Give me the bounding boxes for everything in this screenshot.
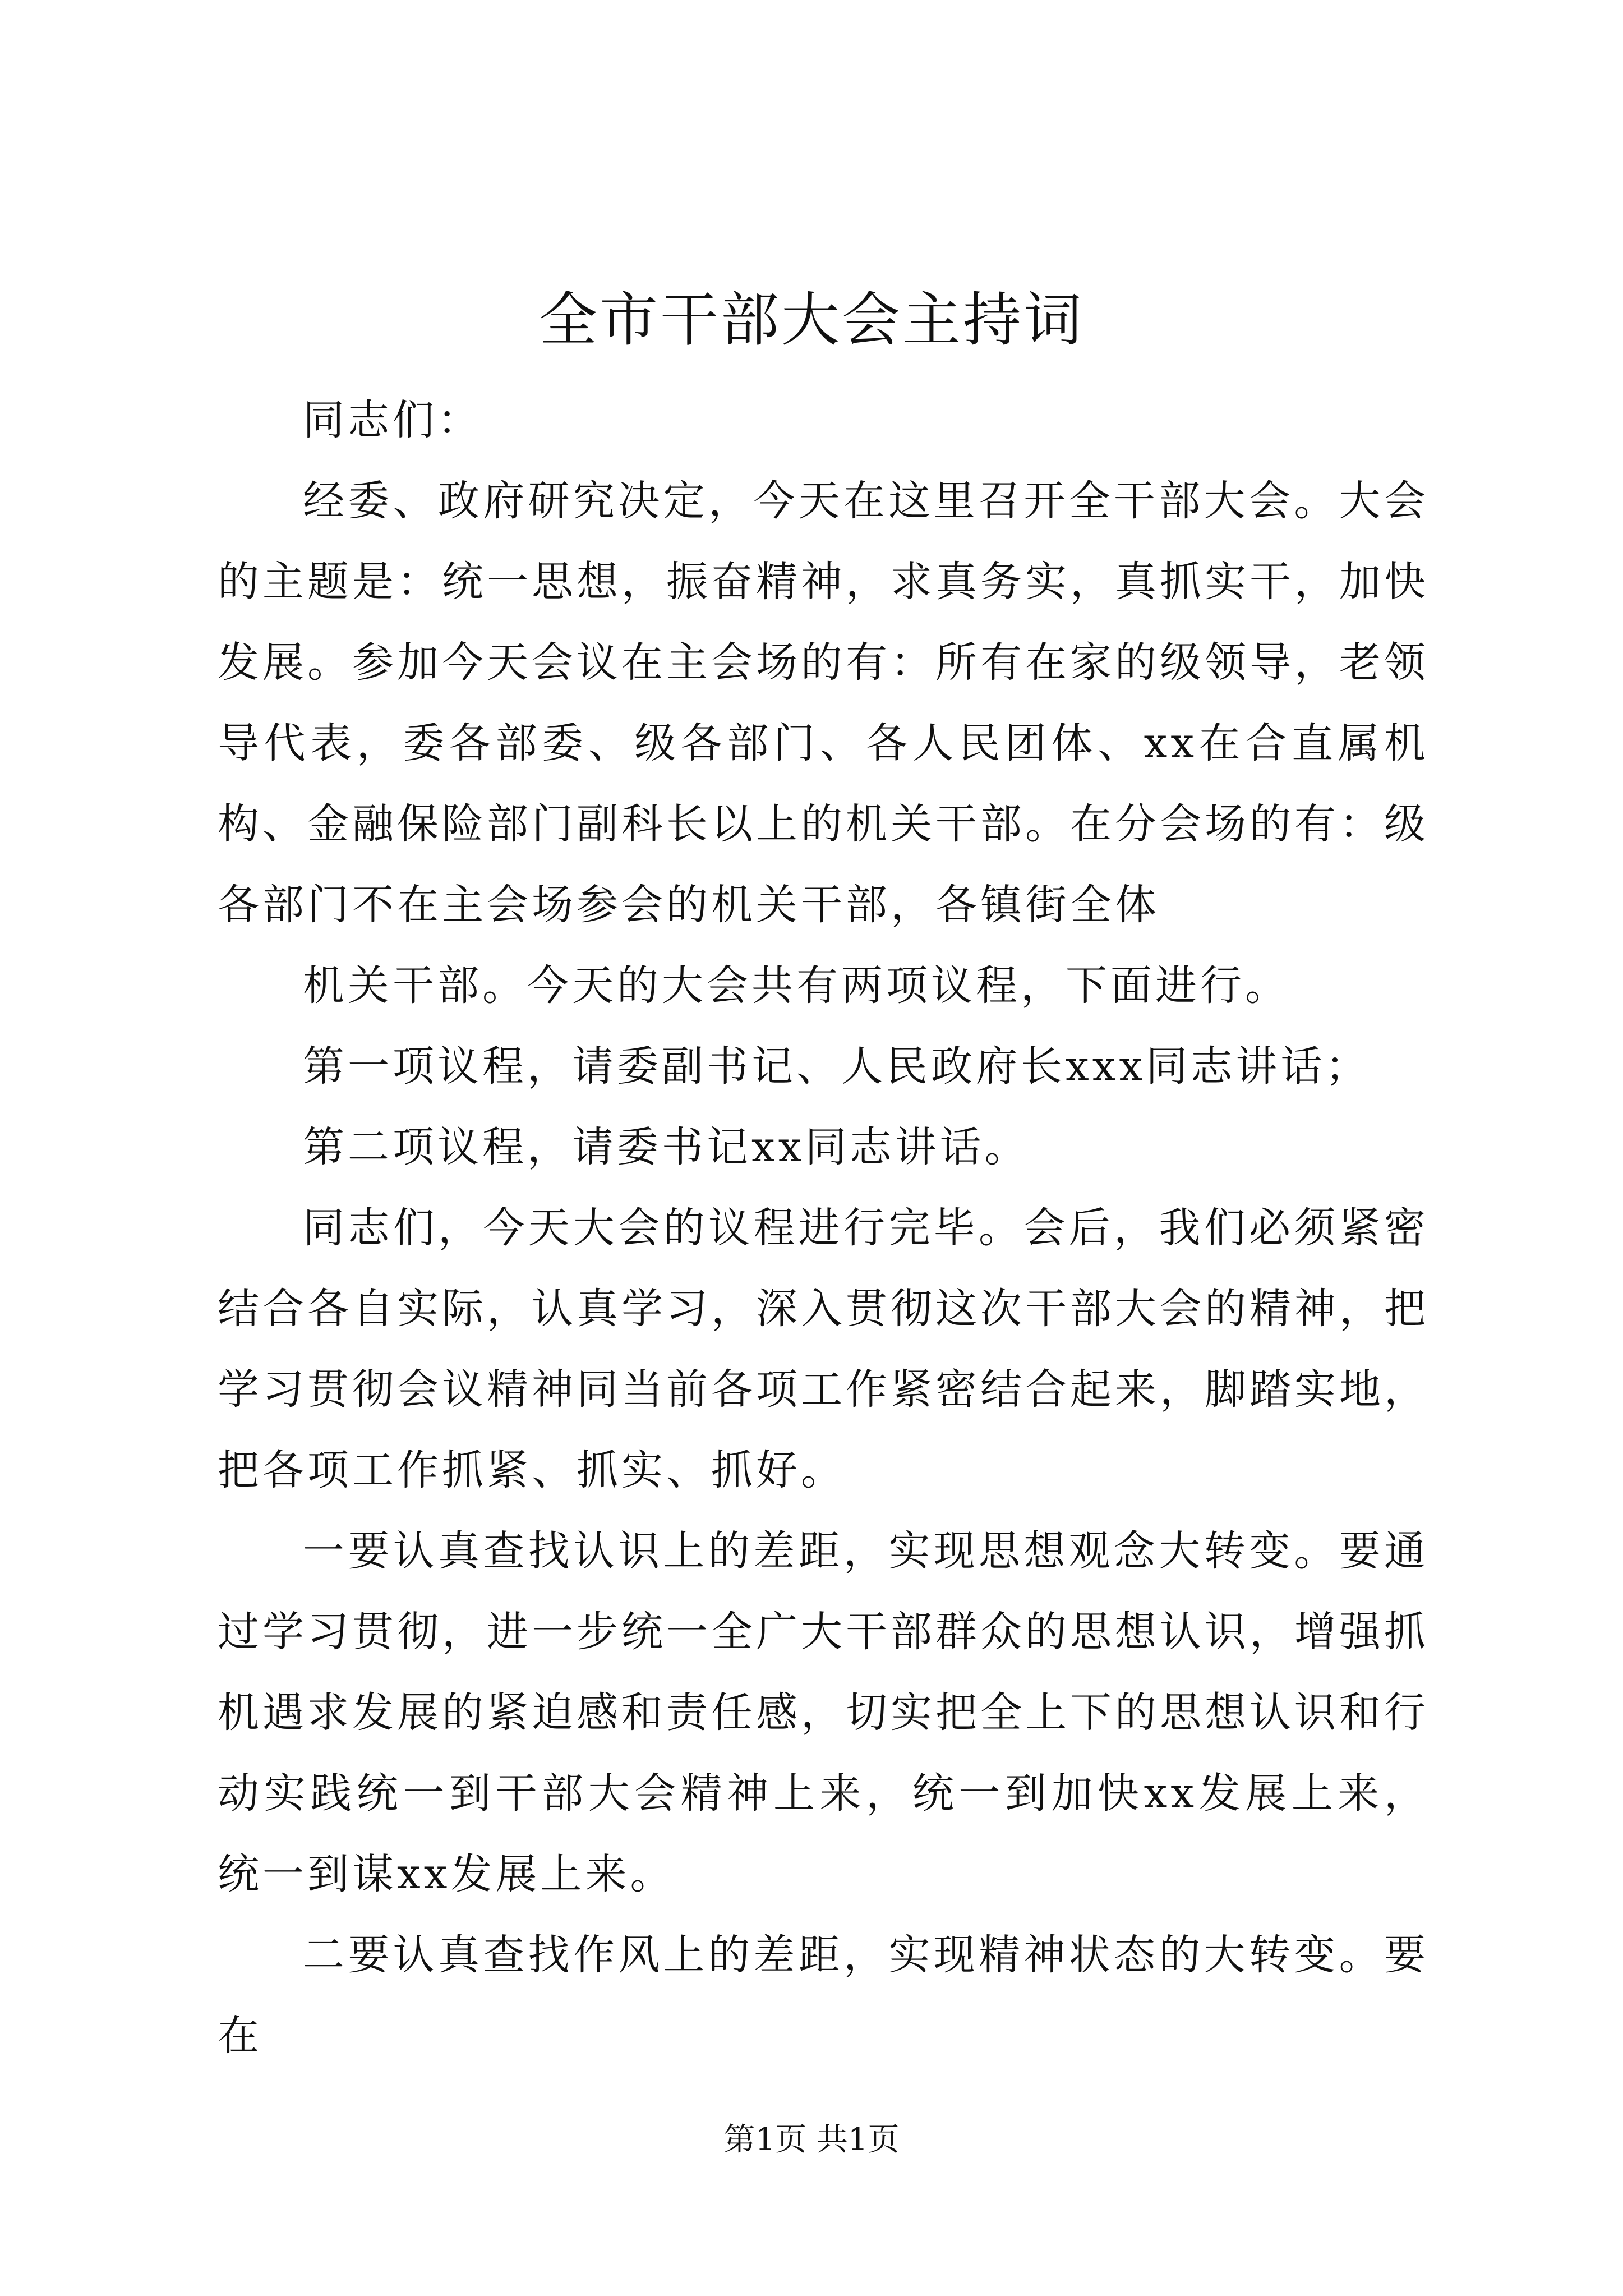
paragraph-closing: 同志们，今天大会的议程进行完毕。会后，我们必须紧密结合各自实际，认真学习，深入贯彻这次干部大会的精神，把学习贯彻会议精神同当前各项工作紧密结合起来，脚踏实地，把各项工作抓紧、抓实、抓好。	[218, 1204, 1429, 1494]
paragraph-agenda-intro: 机关干部。今天的大会共有两项议程，下面进行。	[303, 961, 1290, 1010]
document-body	[218, 380, 1429, 2076]
paragraph-introduction: 经委、政府研究决定，今天在这里召开全干部大会。大会的主题是：统一思想，振奋精神，求真务实，真抓实干，加快发展。参加今天会议在主会场的有：所有在家的级领导，老领导代表，委各部委、级各部门、各人民团体、xx在合直属机构、金融保险部门副科长以上的机关干部。在分会场的有：级各部门不在主会场参会的机关干部，各镇街全体	[218, 477, 1429, 929]
paragraph-requirement-1: 一要认真查找认识上的差距，实现思想观念大转变。要通过学习贯彻，进一步统一全广大干部群众的思想认识，增强抓机遇求发展的紧迫感和责任感，切实把全上下的思想认识和行动实践统一到干部大会精神上来，统一到加快xx发展上来，统一到谋xx发展上来。	[218, 1527, 1429, 1898]
paragraph-agenda-item-2: 第二项议程，请委书记xx同志讲话。	[303, 1123, 1030, 1171]
paragraph-requirement-2: 二要认真查找作风上的差距，实现精神状态的大转变。要在	[218, 1931, 1429, 2060]
paragraph-salutation: 同志们：	[303, 396, 482, 444]
paragraph-agenda-item-1: 第一项议程，请委副书记、人民政府长xxx同志讲话；	[303, 1042, 1371, 1091]
page-number-footer: 第1页 共1页	[723, 2122, 900, 2158]
page-title: 全市干部大会主持词	[538, 286, 1084, 354]
